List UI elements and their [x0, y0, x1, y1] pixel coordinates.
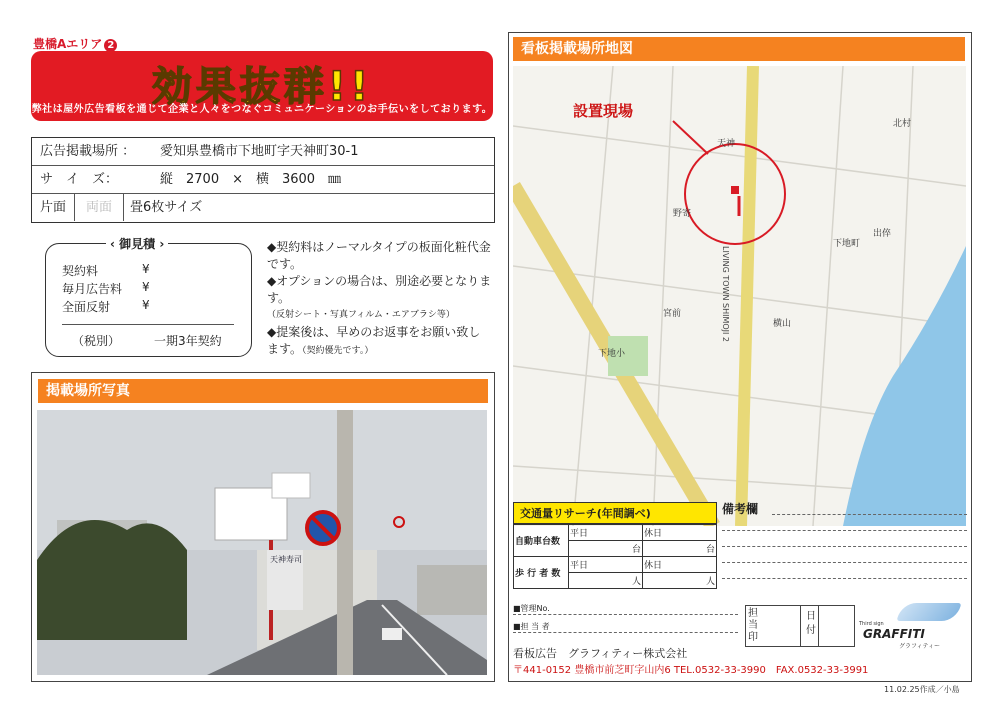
map-label-noyose: 野寄: [673, 209, 692, 219]
company-logo: Third sign GRAFFITI グラフィティー: [859, 603, 963, 649]
side-row: [32, 194, 494, 221]
car-count-label: 自動車台数: [514, 525, 569, 557]
double-side-label: 両面: [75, 194, 124, 221]
site-label: 設置現場: [573, 102, 634, 120]
map-label-kitamura: 北村: [893, 119, 912, 129]
estimate-row: 契約料 ¥: [62, 262, 150, 278]
map-label-school: 下地小: [598, 349, 626, 359]
photo-panel: [31, 372, 495, 682]
pedestrian-count-label: 歩 行 者 数: [514, 557, 569, 589]
note-1: ◆契約料はノーマルタイプの板面化粧代金です。: [267, 240, 491, 271]
location-value: 愛知県豊橋市下地町字天神町30-1: [160, 144, 359, 159]
note-3: ◆提案後は、早めのお返事をお願い致します。（契約優先です。）: [267, 325, 481, 356]
headline-banner: [31, 51, 493, 121]
admin-fields: [513, 603, 743, 633]
map-label-tenjin: 天神: [717, 139, 736, 149]
route-label: LIVING TOWN SHIMOJI 2: [721, 246, 730, 342]
location-label: 広告掲載場所 ：: [40, 144, 136, 159]
map-header: 看板掲載場所地図: [513, 37, 965, 61]
management-no: ■管理No.: [513, 604, 550, 613]
estimate-box: [45, 237, 252, 357]
created-date: 11.02.25作成／小島: [884, 685, 960, 694]
company-name: 看板広告 グラフィティー株式会社: [513, 647, 688, 660]
stamp-boxes: [745, 605, 855, 647]
map-label-yokoyama: 横山: [773, 319, 792, 329]
traffic-research: [513, 502, 717, 589]
tax-note: （税別）: [72, 334, 121, 348]
remarks-title: 備考欄: [722, 502, 759, 516]
map-label-miyamae: 宮前: [663, 309, 682, 319]
company-address: 〒441-0152 豊橋市前芝町字山内6 TEL.0532-33-3990 FAX.0532-33-3991: [513, 665, 869, 676]
divider: [62, 324, 234, 325]
estimate-title: ‹ 御見積 ›: [106, 235, 168, 252]
logo-wordmark: GRAFFITI: [863, 627, 925, 641]
note-2: ◆オプションの場合は、別途必要となります。: [267, 274, 492, 305]
estimate-row: 全面反射 ¥: [62, 298, 150, 314]
banner-subtitle: 弊社は屋外広告看板を通じて企業と人々をつなぐコミュニケーションのお手伝いをしております。: [31, 104, 493, 115]
location-info-table: [31, 137, 495, 223]
area-tag-label: 豊橋Aエリア: [33, 37, 103, 51]
map-label-idemoto: 出倅: [873, 229, 892, 239]
staff-field: ■担 当 者: [513, 622, 550, 631]
board-size: 畳6枚サイズ: [130, 200, 203, 215]
note-2-sub: （反射シート・写真フィルム・エアブラシ等）: [267, 310, 455, 320]
contract-notes: [267, 239, 492, 360]
single-side-label: 片面: [32, 194, 75, 221]
location-row: [32, 138, 494, 166]
photo-header: 掲載場所写真: [38, 379, 488, 403]
map-label-shimoji: 下地町: [833, 239, 861, 249]
traffic-table: 自動車台数 平日 休日 台 台 歩 行 者 数 平日 休日 人 人: [513, 524, 717, 589]
location-photo: [37, 410, 487, 675]
date-label: 日付: [806, 611, 816, 636]
size-value: 縦 2700 × 横 3600 ㎜: [160, 172, 342, 187]
stamp-label: 担当印: [748, 608, 758, 643]
size-row: [32, 166, 494, 194]
size-label: サ イ ズ：: [40, 172, 119, 187]
contract-term: 一期3年契約: [154, 334, 222, 348]
estimate-row: 毎月広告料 ¥: [62, 280, 150, 296]
traffic-title: 交通量リサーチ(年間調べ): [513, 502, 717, 524]
shop-sign-text: 天神寿司: [270, 555, 302, 564]
location-map: [513, 66, 966, 526]
map-panel: [508, 32, 972, 682]
banner-title: 効果抜群!!: [151, 64, 373, 110]
area-tag: [33, 35, 117, 52]
remarks-area: [722, 500, 967, 590]
area-number-badge: 2: [104, 39, 117, 52]
